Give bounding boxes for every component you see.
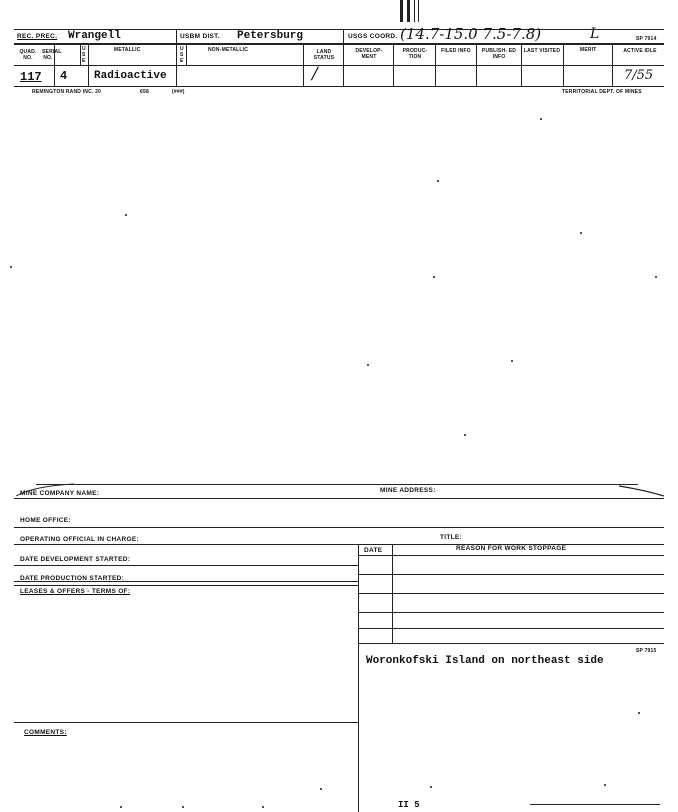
speck (540, 118, 542, 120)
col-land-status: LAND STATUS (313, 49, 335, 61)
mark-l: L (590, 26, 600, 42)
quad-no-value: 117 (20, 70, 42, 84)
col-non-metallic: NON-METALLIC (208, 47, 249, 53)
location-note: Woronkofski Island on northeast side (366, 655, 604, 667)
speck (10, 266, 12, 268)
usbm-dist-label: USBM DIST. (180, 33, 220, 40)
active-idle-value: 7/55 (624, 68, 654, 83)
usbm-dist-value: Petersburg (237, 30, 304, 42)
speck (433, 276, 435, 278)
title-label: TITLE: (440, 534, 463, 541)
speck (430, 786, 432, 788)
leases-offers-label: LEASES & OFFERS - TERMS OF: (20, 588, 131, 595)
col-quad-no: QUAD. NO. (19, 49, 37, 61)
form-number-bottom: SP 7915 (636, 648, 657, 654)
comments-label: COMMENTS: (24, 729, 67, 736)
rec-prec-value: Wrangell (68, 30, 121, 42)
metallic-value: Radioactive (94, 70, 167, 82)
reason-header: REASON FOR WORK STOPPAGE (456, 545, 567, 552)
mine-company-name-label: MINE COMPANY NAME: (20, 490, 100, 497)
col-use-nonmetallic: U S E (180, 46, 184, 64)
speck (580, 232, 582, 234)
col-development: DEVELOP- MENT (355, 48, 383, 60)
card-edge-curve (14, 478, 664, 498)
bottom-mark: II 5 (398, 800, 420, 810)
usgs-coord-value: (14.7-15.0 7.5-7.8) (400, 25, 542, 43)
col-active-idle: ACTIVE IDLE (623, 48, 657, 54)
date-development-label: DATE DEVELOPMENT STARTED: (20, 556, 131, 563)
speck (320, 788, 322, 790)
col-last-visited: LAST VISITED (523, 48, 561, 54)
col-metallic: METALLIC (114, 47, 141, 53)
mine-address-label: MINE ADDRESS: (380, 487, 436, 494)
speck (638, 712, 640, 714)
col-filed-info: FILED INFO (441, 48, 471, 54)
date-header: DATE (364, 547, 383, 554)
col-use-metallic: U S E (82, 46, 86, 64)
speck (464, 434, 466, 436)
col-merit: MERIT (580, 47, 597, 53)
col-published-info: PUBLISH- ED INFO (481, 48, 517, 60)
speck (367, 364, 369, 366)
usgs-coord-label: USGS COORD. (348, 33, 398, 40)
home-office-label: HOME OFFICE: (20, 517, 71, 524)
col-serial-no: SERIAL NO. (42, 49, 62, 61)
rec-prec-label: REC. PREC. (17, 33, 58, 40)
speck (182, 806, 184, 808)
land-status-value: / (312, 64, 318, 84)
footer-department: TERRITORIAL DEPT. OF MINES (562, 89, 642, 95)
col-production: PRODUC- TION (402, 48, 428, 60)
form-number-top: SP 7914 (636, 36, 657, 42)
speck (604, 784, 606, 786)
speck (125, 214, 127, 216)
binder-mark (398, 0, 424, 26)
footer-code: 658 (140, 89, 149, 95)
speck (511, 360, 513, 362)
speck (120, 806, 122, 808)
speck (262, 806, 264, 808)
speck (437, 180, 439, 182)
footer-code-2: (###) (172, 89, 185, 95)
date-production-label: DATE PRODUCTION STARTED: (20, 575, 125, 582)
operating-official-label: OPERATING OFFICIAL IN CHARGE: (20, 536, 139, 543)
speck (655, 276, 657, 278)
footer-printer: REMINGTON RAND INC. 20 (32, 89, 102, 95)
serial-no-value: 4 (60, 69, 68, 83)
